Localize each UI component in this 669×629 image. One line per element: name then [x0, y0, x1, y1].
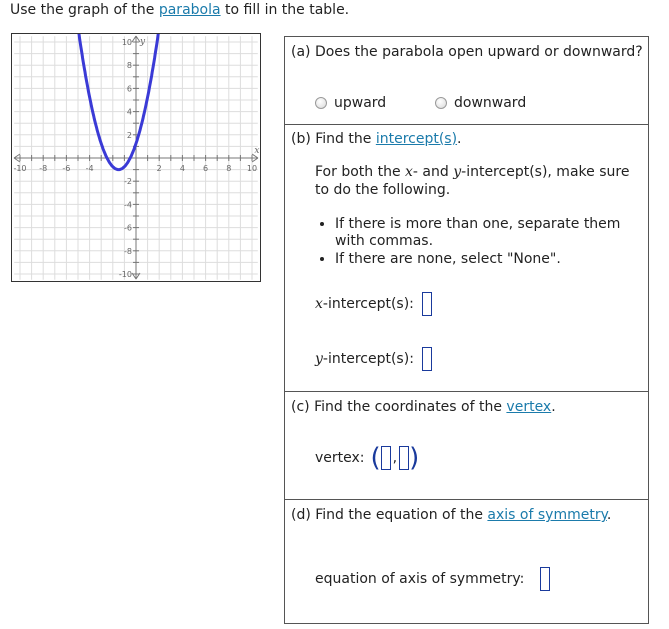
x-tick-label: 6 [203, 164, 209, 173]
intercept-rules-list [315, 216, 645, 268]
instr-part1: For both the [315, 164, 406, 180]
y-tick-label: -2 [124, 177, 132, 187]
x-tick-label: -6 [62, 164, 71, 173]
y-tick-label: 4 [126, 107, 132, 117]
upward-radio[interactable] [315, 95, 386, 111]
x-tick-label: -8 [39, 164, 48, 173]
x-intercept-var: x [315, 296, 323, 312]
part-b-section [285, 124, 648, 392]
intercept-instructions-line2: to do the following. [315, 182, 451, 198]
y-tick-label: 8 [126, 61, 132, 71]
downward-radio-circle[interactable] [435, 97, 447, 109]
x-tick-label: 4 [179, 164, 185, 173]
axis-label: equation of axis of symmetry: [315, 571, 525, 587]
intercepts-link[interactable]: intercept(s) [375, 131, 458, 147]
y-tick-label: -4 [124, 200, 132, 210]
vertex-link[interactable]: vertex [506, 399, 552, 415]
graph-canvas [12, 34, 260, 281]
x-intercept-input[interactable] [422, 292, 432, 316]
downward-label: downward [454, 95, 527, 111]
x-tick-label: -4 [85, 164, 94, 173]
vertex-open-paren: ( [370, 443, 381, 473]
downward-radio[interactable] [435, 95, 526, 111]
axis-equation-input[interactable] [540, 567, 550, 591]
rule-item-multiple: • If there is more than one, separate them with commas. [335, 216, 645, 250]
x-tick-label: 10 [246, 164, 258, 173]
parabola-curve [79, 34, 159, 170]
part-b-title [291, 131, 462, 147]
instruction-suffix: to fill in the table. [220, 2, 350, 18]
part-d-title-suffix: . [606, 507, 612, 523]
y-tick-label: 6 [126, 84, 132, 94]
part-c-title-prefix: (c) Find the coordinates of the [291, 399, 507, 415]
instr-part3: -intercept(s), make sure [461, 164, 630, 180]
y-tick-label: 2 [126, 130, 132, 140]
vertex-close-paren: ) [409, 443, 420, 473]
y-axis-label: y [140, 37, 146, 47]
y-tick-label: -10 [118, 270, 132, 279]
axis-of-symmetry-link[interactable]: axis of symmetry [487, 507, 607, 523]
vertex-y-input[interactable] [399, 446, 409, 470]
upward-radio-circle[interactable] [315, 97, 327, 109]
y-tick-label: 10 [121, 38, 132, 47]
vertex-comma: , [392, 450, 398, 466]
part-d-title-prefix: (d) Find the equation of the [291, 507, 488, 523]
y-intercept-label: -intercept(s): [322, 351, 414, 367]
instr-x-var: x [405, 164, 413, 180]
part-b-title-suffix: . [457, 131, 462, 147]
part-c-title-suffix: . [551, 399, 556, 415]
y-intercept-var: y [315, 351, 323, 367]
instr-y-var: y [453, 164, 462, 180]
upward-label: upward [334, 95, 387, 111]
x-tick-label: -10 [13, 164, 27, 173]
part-b-title-prefix: (b) Find the [291, 131, 376, 147]
y-tick-label: -8 [124, 246, 132, 256]
y-intercept-input[interactable] [422, 347, 432, 371]
part-a-section [285, 37, 648, 125]
instruction-prefix: Use the graph of the [10, 2, 159, 18]
instr-part2: - and [412, 164, 454, 180]
question-panel [284, 36, 649, 624]
x-tick-label: 8 [226, 164, 232, 173]
part-d-title [291, 507, 611, 523]
part-c-title [291, 399, 556, 415]
y-tick-label: -6 [124, 223, 132, 233]
parabola-graph [11, 33, 261, 282]
axis-row [315, 567, 550, 591]
part-d-section [285, 499, 648, 623]
part-c-section [285, 391, 648, 500]
intercept-instructions-line1 [315, 164, 629, 180]
x-intercept-label: -intercept(s): [322, 296, 414, 312]
x-tick-label: 2 [156, 164, 162, 173]
x-intercept-row [315, 292, 432, 316]
x-axis-label: x [254, 146, 260, 156]
vertex-label: vertex: [315, 450, 365, 466]
rule-item-none: • If there are none, select "None". [335, 251, 645, 268]
vertex-row [315, 443, 420, 473]
part-a-title: (a) Does the parabola open upward or downward? [291, 44, 643, 60]
vertex-x-input[interactable] [381, 446, 391, 470]
parabola-link[interactable]: parabola [158, 2, 221, 18]
y-intercept-row [315, 347, 432, 371]
instruction-text [10, 2, 349, 18]
